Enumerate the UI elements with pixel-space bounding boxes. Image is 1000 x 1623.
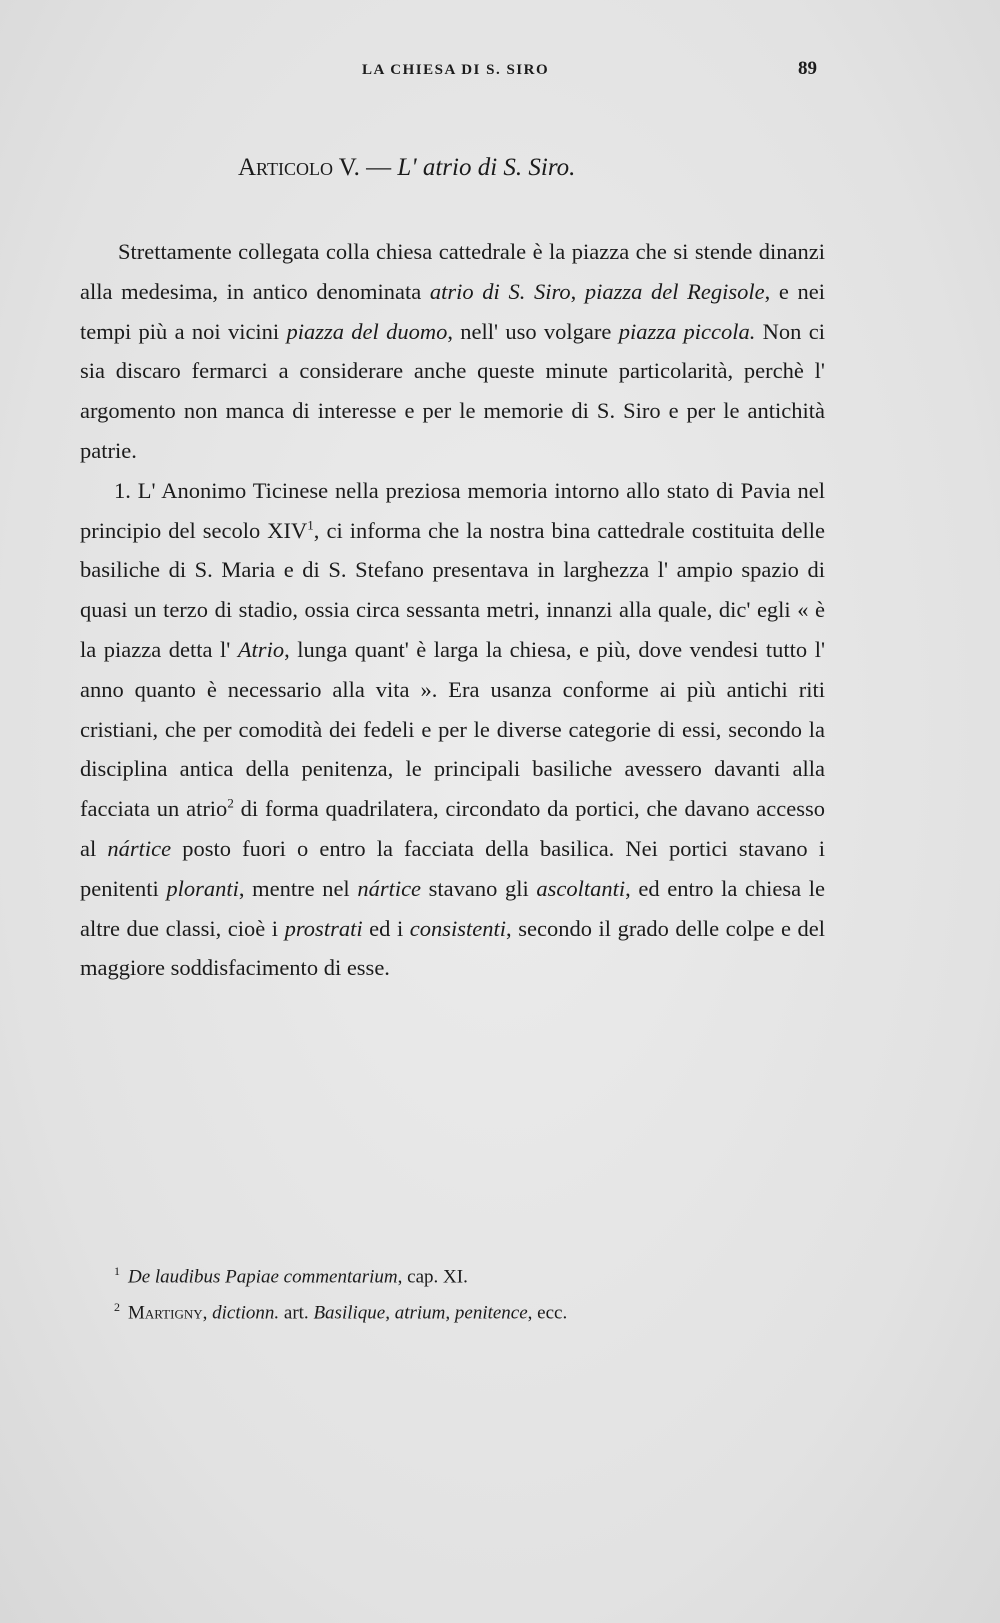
footnote-text: art. (279, 1302, 314, 1324)
article-heading (238, 154, 575, 182)
footnote-mark: 1 (114, 1264, 120, 1278)
page-number: 89 (798, 58, 817, 79)
text-run: Strettamente collegata colla chiesa cattedrale è la piazza che si stende dinanzi alla medesima, in antico denominata (80, 239, 825, 304)
footnote-text: , cap. XI. (397, 1266, 468, 1288)
text-run: posto fuori o entro la facciata della basilica. Nei portici stavano i penitenti (80, 835, 825, 901)
text-run: , ci informa che la nostra bina cattedrale costituita delle basiliche di S. Maria e di S. Stefano presentava in larghezza l' ampio spazio di quasi un terzo di stadio, ossia circa sessanta metri, innanzi alla quale, dic' egli « è la piazza detta l' (80, 517, 825, 662)
footnote-italic: dictionn. (212, 1302, 280, 1324)
footnote-italic: Basilique, atrium, penitence (313, 1302, 528, 1324)
footnote-text: , ecc. (527, 1302, 568, 1324)
footnote-ref[interactable]: 2 (227, 795, 234, 811)
text-run: ed i (362, 915, 410, 941)
footnote-1 (114, 1256, 834, 1292)
paragraph-1 (80, 471, 825, 988)
text-run: , secondo il grado delle colpe e del maggiore soddisfacimento di esse. (80, 915, 826, 981)
text-run: , (570, 278, 585, 304)
paragraph-intro (80, 232, 825, 471)
article-title: L' atrio di S. Siro. (397, 154, 576, 181)
footnote-mark: 2 (114, 1300, 120, 1315)
footnote-text: , (202, 1302, 213, 1324)
text-run: , e nei tempi più a noi vicini (80, 278, 826, 344)
text-run: 1. L' Anonimo Ticinese nella preziosa memoria intorno allo stato di Pavia nel principio del secolo XIV (80, 477, 825, 543)
body-text (80, 232, 825, 988)
italic-run: nártice (107, 835, 172, 861)
running-title: LA CHIESA DI S. SIRO (362, 62, 550, 78)
footnotes (114, 1256, 834, 1329)
italic-run: ploranti (166, 875, 239, 901)
footnote-italic: De laudibus Papiae commentarium (128, 1266, 398, 1288)
italic-run: prostrati (284, 915, 363, 941)
text-run: Non ci sia discaro fermarci a considerare anche queste minute particolarità, perchè l' argomento non manca di interesse e per le memorie di S. Siro e per le antichità patrie. (80, 318, 825, 463)
footnote-2 (114, 1292, 834, 1328)
heading-dash: — (359, 154, 398, 181)
italic-run: piazza piccola. (618, 318, 756, 344)
footnote-ref[interactable]: 1 (307, 517, 314, 533)
italic-run: piazza del Regisole (584, 278, 765, 304)
text-run: , ed entro la chiesa le altre due classi, cioè i (80, 875, 826, 941)
italic-run: atrio di S. Siro (429, 278, 571, 304)
italic-run: consistenti (409, 915, 507, 941)
text-run: , lunga quant' è larga la chiesa, e più, dove vendesi tutto l' anno quanto è necessario alla vita ». Era usanza conforme ai più antichi riti cristiani, che per comodità dei fedeli e per le diverse categorie di essi, secondo la disciplina antica della penitenza, le principali basiliche avessero davanti alla facciata un atrio (80, 636, 826, 822)
italic-run: piazza del duomo (286, 318, 448, 344)
footnote-author: Martigny (128, 1302, 203, 1324)
text-run: stavano gli (421, 875, 537, 901)
text-run: di forma quadrilatera, circondato da portici, che davano accesso al (80, 796, 825, 861)
italic-run: nártice (357, 875, 422, 901)
text-run: , nell' uso volgare (447, 318, 619, 344)
italic-run: ascoltanti (536, 875, 626, 901)
italic-run: Atrio (237, 636, 285, 662)
article-label: Articolo V. (238, 154, 360, 181)
text-run: , mentre nel (238, 875, 358, 901)
